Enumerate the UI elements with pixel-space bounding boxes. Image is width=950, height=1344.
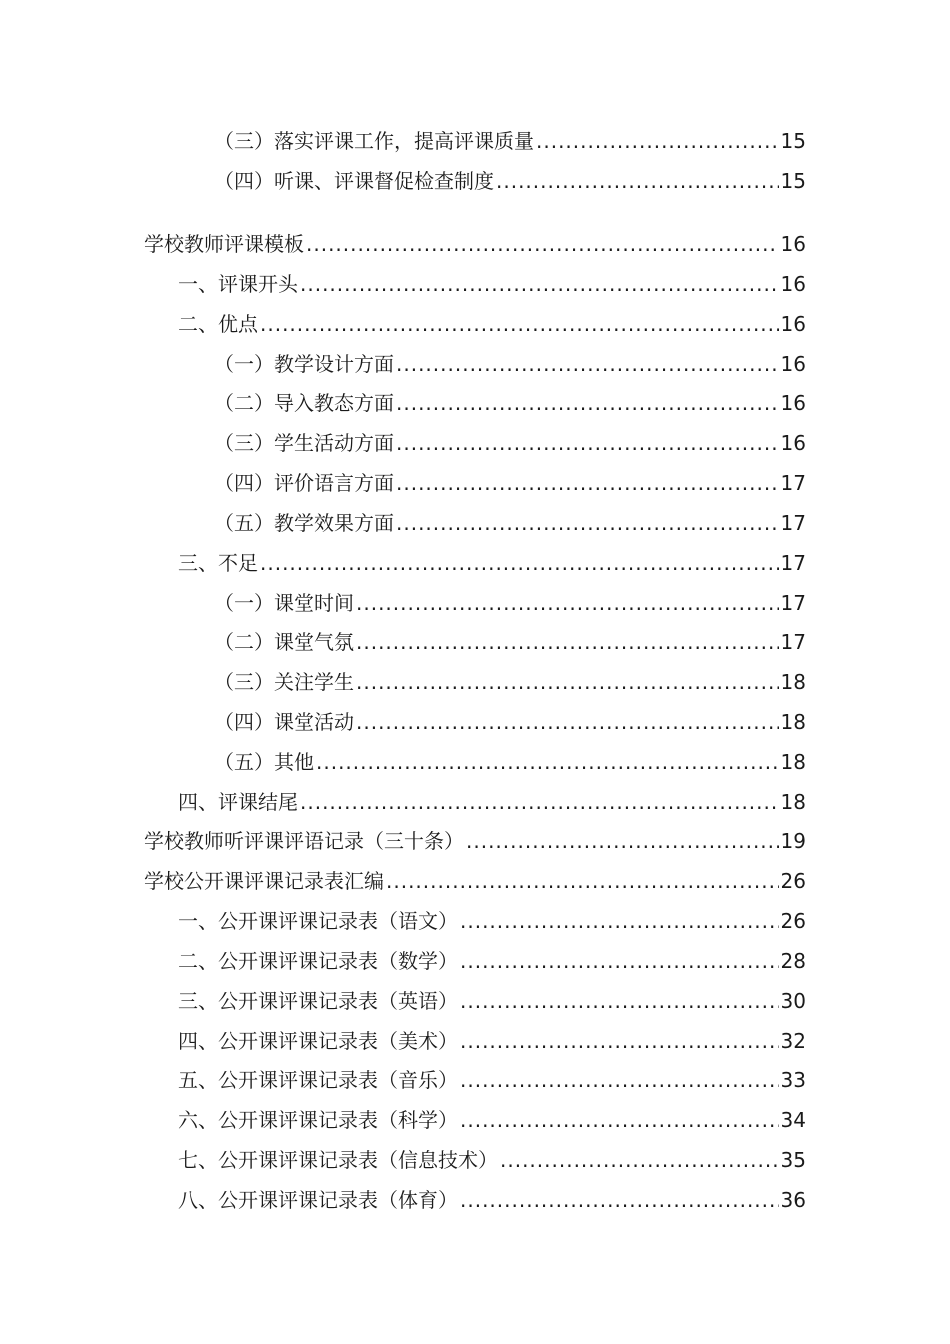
- toc-entry-title: （五）教学效果方面: [214, 511, 394, 535]
- dot-leader: [396, 510, 779, 536]
- dot-leader: [466, 828, 779, 854]
- dot-leader: [306, 231, 779, 257]
- dot-leader: [356, 669, 779, 695]
- toc-entry-title: （三）关注学生: [214, 670, 354, 694]
- toc-page-number: 17: [780, 591, 806, 615]
- toc-entry[interactable]: [178, 1063, 806, 1093]
- toc-entry-title: （二）课堂气氛: [214, 630, 354, 654]
- toc-entry[interactable]: [178, 546, 806, 576]
- toc-entry[interactable]: [178, 1143, 806, 1173]
- dot-leader: [536, 128, 779, 154]
- toc-entry-title: （四）课堂活动: [214, 710, 354, 734]
- toc-entry-title: （四）听课、评课督促检查制度: [214, 169, 494, 193]
- toc-entry[interactable]: [214, 124, 806, 154]
- toc-entry-title: 四、公开课评课记录表（美术）: [178, 1029, 458, 1053]
- toc-entry[interactable]: [178, 984, 806, 1014]
- toc-entry-title: 学校公开课评课记录表汇编: [144, 869, 384, 893]
- toc-entry-title: （一）课堂时间: [214, 591, 354, 615]
- toc-entry-title: 三、公开课评课记录表（英语）: [178, 989, 458, 1013]
- dot-leader: [260, 550, 779, 576]
- dot-leader: [460, 1187, 779, 1213]
- toc-entry[interactable]: [214, 426, 806, 456]
- toc-entry[interactable]: [178, 307, 806, 337]
- toc-entry-title: （一）教学设计方面: [214, 352, 394, 376]
- toc-entry-title: 三、不足: [178, 551, 258, 575]
- toc-entry[interactable]: [178, 944, 806, 974]
- toc-entry[interactable]: [178, 267, 806, 297]
- dot-leader: [460, 988, 779, 1014]
- toc-page-number: 30: [780, 989, 806, 1013]
- toc-entry[interactable]: [178, 1183, 806, 1213]
- toc-page-number: 17: [780, 471, 806, 495]
- dot-leader: [396, 430, 779, 456]
- toc-entry[interactable]: [214, 347, 806, 377]
- dot-leader: [396, 470, 779, 496]
- toc-page-number: 26: [780, 909, 806, 933]
- toc-entry-title: 二、公开课评课记录表（数学）: [178, 949, 458, 973]
- dot-leader: [396, 351, 779, 377]
- toc-entry[interactable]: [144, 227, 806, 257]
- toc-entry[interactable]: [214, 164, 806, 194]
- toc-page-number: 16: [780, 352, 806, 376]
- toc-page-number: 16: [780, 312, 806, 336]
- toc-page-number: 16: [780, 431, 806, 455]
- toc-entry[interactable]: [144, 864, 806, 894]
- toc-entry-title: 一、公开课评课记录表（语文）: [178, 909, 458, 933]
- toc-page-number: 28: [780, 949, 806, 973]
- toc-entry[interactable]: [178, 1024, 806, 1054]
- toc-entry-title: 五、公开课评课记录表（音乐）: [178, 1068, 458, 1092]
- toc-page-number: 18: [780, 790, 806, 814]
- toc-entry-title: 一、评课开头: [178, 272, 298, 296]
- toc-entry[interactable]: [214, 625, 806, 655]
- dot-leader: [460, 1028, 779, 1054]
- toc-entry[interactable]: [178, 1103, 806, 1133]
- toc-entry-title: 四、评课结尾: [178, 790, 298, 814]
- toc-entry-title: 二、优点: [178, 312, 258, 336]
- toc-entry-title: 七、公开课评课记录表（信息技术）: [178, 1148, 498, 1172]
- toc-entry[interactable]: [214, 745, 806, 775]
- dot-leader: [300, 271, 779, 297]
- toc-entry[interactable]: [144, 824, 806, 854]
- toc-entry-title: （三）学生活动方面: [214, 431, 394, 455]
- toc-entry[interactable]: [214, 705, 806, 735]
- toc-page-number: 18: [780, 710, 806, 734]
- toc-page-number: 34: [780, 1108, 806, 1132]
- toc-entry-title: 六、公开课评课记录表（科学）: [178, 1108, 458, 1132]
- toc-entry[interactable]: [214, 506, 806, 536]
- toc-page-number: 33: [780, 1068, 806, 1092]
- toc-page-number: 26: [780, 869, 806, 893]
- toc-page-number: 16: [780, 391, 806, 415]
- dot-leader: [460, 1067, 779, 1093]
- toc-page-number: 35: [780, 1148, 806, 1172]
- toc-entry-title: 八、公开课评课记录表（体育）: [178, 1188, 458, 1212]
- toc-entry[interactable]: [214, 466, 806, 496]
- toc-page-number: 17: [780, 511, 806, 535]
- dot-leader: [460, 908, 779, 934]
- dot-leader: [500, 1147, 779, 1173]
- dot-leader: [356, 590, 779, 616]
- toc-entry[interactable]: [214, 386, 806, 416]
- dot-leader: [356, 709, 779, 735]
- toc-entry[interactable]: [178, 904, 806, 934]
- dot-leader: [496, 168, 779, 194]
- toc-entry-title: 学校教师评课模板: [144, 232, 304, 256]
- dot-leader: [460, 948, 779, 974]
- toc-entry-title: （五）其他: [214, 750, 314, 774]
- toc-page-number: 19: [780, 829, 806, 853]
- toc-entry[interactable]: [178, 785, 806, 815]
- toc-entry-title: （四）评价语言方面: [214, 471, 394, 495]
- toc-page-number: 15: [780, 169, 806, 193]
- toc-page-number: 17: [780, 551, 806, 575]
- toc-page-number: 17: [780, 630, 806, 654]
- dot-leader: [260, 311, 779, 337]
- toc-page-number: 32: [780, 1029, 806, 1053]
- toc-page-number: 16: [780, 232, 806, 256]
- dot-leader: [386, 868, 779, 894]
- toc-page-number: 18: [780, 670, 806, 694]
- toc-entry-title: （二）导入教态方面: [214, 391, 394, 415]
- toc-entry[interactable]: [214, 665, 806, 695]
- toc-page-number: 36: [780, 1188, 806, 1212]
- toc-page-number: 15: [780, 129, 806, 153]
- toc-entry[interactable]: [214, 586, 806, 616]
- dot-leader: [300, 789, 779, 815]
- dot-leader: [396, 390, 779, 416]
- dot-leader: [356, 629, 779, 655]
- toc-page-number: 18: [780, 750, 806, 774]
- dot-leader: [460, 1107, 779, 1133]
- toc-entry-title: 学校教师听评课评语记录（三十条）: [144, 829, 464, 853]
- dot-leader: [316, 749, 779, 775]
- toc-entry-title: （三）落实评课工作，提高评课质量: [214, 129, 534, 153]
- toc-page-number: 16: [780, 272, 806, 296]
